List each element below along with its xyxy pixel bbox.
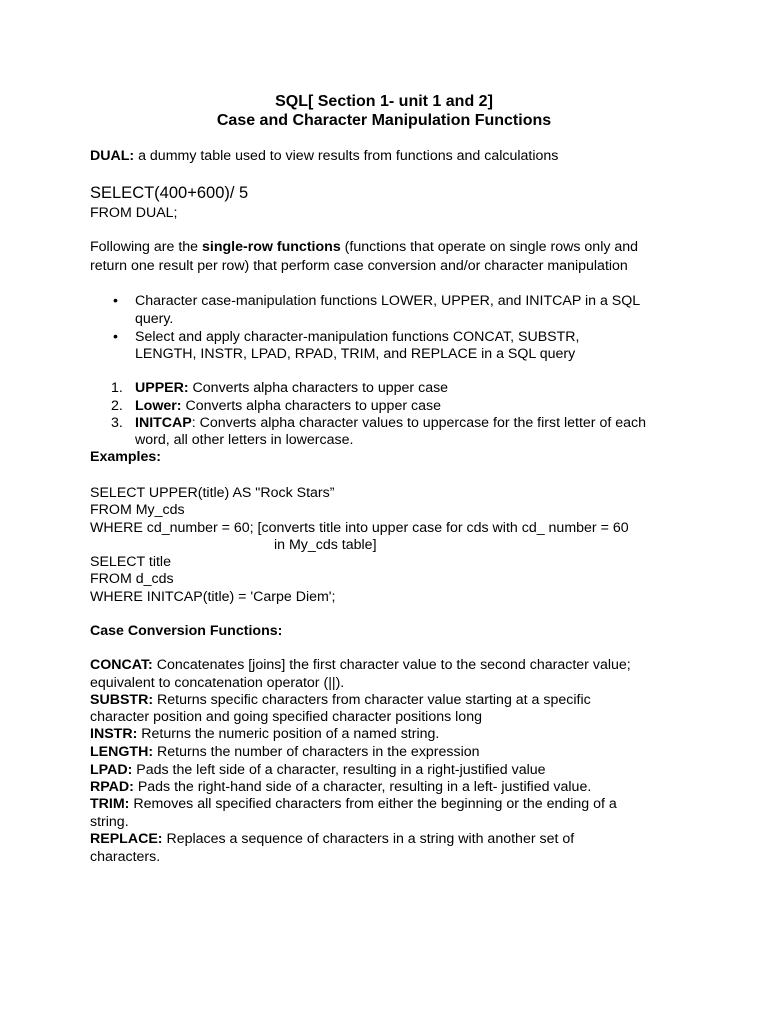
numbered-desc: Converts alpha characters to upper case [181, 398, 441, 414]
list-number: 3. [111, 415, 123, 431]
function-def-substr-line2: character position and going specified character positions long [90, 709, 482, 725]
numbered-term: UPPER: [135, 380, 189, 396]
numbered-item-lower [135, 398, 441, 415]
case-conversion-heading: Case Conversion Functions: [90, 623, 283, 639]
function-def-trim [90, 796, 617, 813]
select-example-line2: FROM DUAL; [90, 205, 178, 221]
function-term: REPLACE: [90, 831, 163, 847]
intro-paragraph-line1 [90, 239, 638, 256]
examples-heading: Examples: [90, 449, 161, 465]
function-desc: Pads the left side of a character, resulting in a right-justified value [132, 762, 546, 778]
intro-text-after: (functions that operate on single rows only and [340, 239, 639, 255]
example-code-line: in My_cds table] [274, 537, 377, 553]
function-def-concat [90, 657, 631, 674]
example-code-line: FROM My_cds [90, 502, 185, 518]
function-desc: Replaces a sequence of characters in a string with another set of [162, 831, 575, 847]
select-example-line1: SELECT(400+600)/ 5 [90, 184, 249, 202]
numbered-item-initcap [135, 415, 646, 432]
numbered-desc: Converts alpha characters to upper case [188, 380, 449, 396]
example-code-line: SELECT UPPER(title) AS "Rock Stars” [90, 485, 335, 501]
example-code-line: WHERE cd_number = 60; [converts title into upper case for cds with cd_ number = 60 [90, 520, 629, 536]
example-code-line: WHERE INITCAP(title) = 'Carpe Diem'; [90, 589, 336, 605]
function-term: RPAD: [90, 779, 134, 795]
function-term: TRIM: [90, 796, 130, 812]
numbered-item-upper [135, 380, 448, 397]
example-code-line: SELECT title [90, 554, 171, 570]
function-desc: Pads the right-hand side of a character, resulting in a left- justified value. [133, 779, 592, 795]
intro-bold-term: single-row functions [201, 239, 341, 255]
numbered-term: Lower: [135, 398, 182, 414]
bullet-item-1-line2: query. [135, 311, 174, 327]
function-term: INSTR: [90, 726, 138, 742]
bullet-icon: • [113, 329, 118, 345]
dual-description: a dummy table used to view results from functions and calculations [134, 148, 559, 164]
function-def-trim-line2: string. [90, 814, 129, 830]
dual-term: DUAL: [90, 148, 135, 164]
function-def-replace [90, 831, 574, 848]
function-desc: Concatenates [joins] the first character value to the second character value; [152, 657, 631, 673]
page-subtitle: Case and Character Manipulation Functions [216, 112, 552, 129]
function-def-instr [90, 726, 439, 743]
function-term: SUBSTR: [90, 692, 154, 708]
dual-definition [90, 148, 558, 165]
intro-paragraph-line2: return one result per row) that perform case conversion and/or character manipulation [90, 258, 628, 274]
intro-text-before: Following are the [90, 239, 202, 255]
function-term: LENGTH: [90, 744, 154, 760]
function-def-rpad [90, 779, 591, 796]
function-def-substr [90, 692, 591, 709]
list-number: 2. [111, 398, 123, 414]
bullet-item-2-line1: Select and apply character-manipulation functions CONCAT, SUBSTR, [135, 329, 580, 345]
bullet-item-2-line2: LENGTH, INSTR, LPAD, RPAD, TRIM, and REPLACE in a SQL query [135, 346, 576, 362]
function-desc: Removes all specified characters from either the beginning or the ending of a [129, 796, 617, 812]
function-term: LPAD: [90, 762, 133, 778]
bullet-item-1-line1: Character case-manipulation functions LOWER, UPPER, and INITCAP in a SQL [135, 293, 641, 309]
example-code-line: FROM d_cds [90, 571, 174, 587]
function-desc: Returns the numeric position of a named string. [137, 726, 440, 742]
function-term: CONCAT: [90, 657, 153, 673]
list-number: 1. [111, 380, 123, 396]
bullet-icon: • [113, 293, 118, 309]
function-def-concat-line2: equivalent to concatenation operator (||). [90, 675, 345, 691]
function-def-lpad [90, 762, 546, 779]
function-desc: Returns the number of characters in the expression [153, 744, 480, 760]
function-desc: Returns specific characters from character value starting at a specific [153, 692, 591, 708]
page-title: SQL[ Section 1- unit 1 and 2] [275, 93, 493, 110]
function-def-length [90, 744, 480, 761]
function-def-replace-line2: characters. [90, 849, 161, 865]
numbered-desc: : Converts alpha character values to uppercase for the first letter of each [191, 415, 646, 431]
numbered-item-initcap-line2: word, all other letters in lowercase. [135, 432, 354, 448]
numbered-term: INITCAP [135, 415, 192, 431]
